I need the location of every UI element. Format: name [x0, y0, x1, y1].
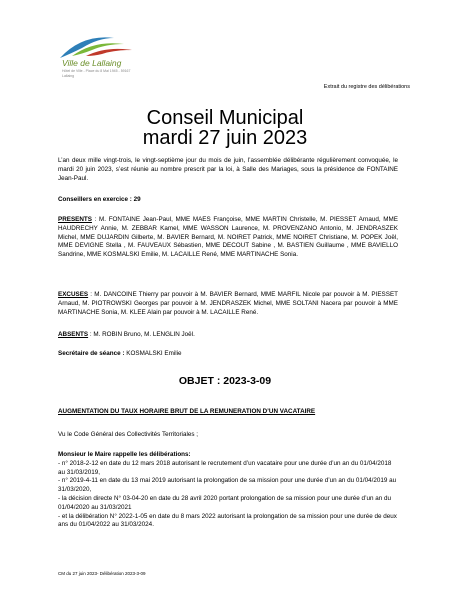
- recall-item: - et la délibération N° 2022-1-05 en date du 8 mars 2022 autorisant la prolongation de sa mission pour une durée de deux ans du 01/04/2022 au 31/03/2024.: [58, 512, 397, 529]
- absents-label: ABSENTS: [58, 331, 89, 338]
- secretary-name: KOSMALSKI Emilie: [124, 350, 182, 357]
- recall-label: Monsieur le Maire rappelle les délibérations:: [58, 451, 191, 458]
- presents-paragraph: [58, 216, 398, 260]
- presents-label: PRESENTS: [58, 216, 92, 223]
- secretary-paragraph: [58, 350, 398, 359]
- page-title: Conseil Municipal: [146, 107, 304, 129]
- excuses-label: EXCUSES: [58, 291, 89, 298]
- secretary-label: Secrétaire de séance :: [58, 350, 125, 357]
- meeting-date: mardi 27 juin 2023: [142, 127, 308, 149]
- subject-heading: AUGMENTATION DU TAUX HORAIRE BRUT DE LA REMUNERATION D’UN VACATAIRE: [58, 408, 316, 415]
- absents-paragraph: [58, 331, 398, 340]
- excuses-list: : M. DANCOINE Thierry par pouvoir à M. BAVIER Bernard, MME MARFIL Nicole par pouvoir à M. PIESSET Arnaud, M. PIOTROWSKI Georges par pouvoir à M. JENDRASZEK Michel, MME SOLTANI Nacera par pouvoir à MME MARTINACHE Sonia, M. KLEE Alain par pouvoir à M. LACAILLE René.: [58, 291, 398, 316]
- city-logo: [52, 28, 142, 98]
- recall-item: - n° 2019-4-11 en date du 13 mai 2019 autorisant la prolongation de sa mission pour une durée d’un an du 01/04/2019 au 31/03/2020,: [58, 477, 397, 494]
- recall-section: [58, 451, 398, 530]
- registry-extract-label: Extrait du registre des délibérations: [323, 84, 410, 90]
- presents-list: : M. FONTAINE Jean-Paul, MME MAES Françoise, MME MARTIN Christelle, M. PIESSET Arnaud, MME HAUDRECHY Annie, M. ZEBBAR Kamel, MME WASSON Laurence, M. PROVENZANO Antonio, M. JENDRASZEK Michel, MME DUJARDIN Gilberte, M. BAVIER Bernard, M. NOIRET Patrick, MME NOIRET Christiane, M. POPEK Joël, MME DEVIGNE Stella , M. FAUVEAUX Sébastien, MME DECOUT Sabine , M. BASTIEN Guillaume , MME BAVIELLO Sandrine, MME KOSMALSKI Emilie, M. LACAILLE René, MME MARTINACHE Sonia.: [58, 216, 398, 259]
- logo-name: Ville de Lallaing: [62, 58, 122, 68]
- page-footer: CM du 27 juin 2023- Délibération 2023-3-09: [58, 571, 146, 576]
- councillors-count: Conseillers en exercice : 29: [58, 196, 141, 203]
- excuses-paragraph: [58, 291, 398, 317]
- recall-item: - la décision directe N° 03-04-20 en date du 28 avril 2020 portant prolongation de sa mission pour une durée d’un an du 01/04/2020 au 31/03/2021: [58, 494, 391, 511]
- logo-tagline: Hôtel de Ville - Place du 8 Mai 1945 - 59167 Lallaing: [62, 69, 131, 78]
- intro-paragraph: L’an deux mille vingt-trois, le vingt-septième jour du mois de juin, l’assemblée délibérante régulièrement convoquée, le mardi 20 juin 2023, s’est réunie au nombre prescrit par la loi, à Salle des Mariages, sous la présidence de FONTAINE Jean-Paul.: [58, 157, 398, 182]
- objet-heading: OBJET : 2023-3-09: [178, 375, 272, 387]
- vu-line: Vu le Code Général des Collectivités Territoriales ;: [58, 431, 198, 438]
- recall-item: - n° 2018-2-12 en date du 12 mars 2018 autorisant le recrutement d’un vacataire pour une durée d’un an du 01/04/2018 au 31/03/2019,: [58, 459, 392, 476]
- absents-list: : M. ROBIN Bruno, M. LENGLIN Joël.: [88, 331, 195, 338]
